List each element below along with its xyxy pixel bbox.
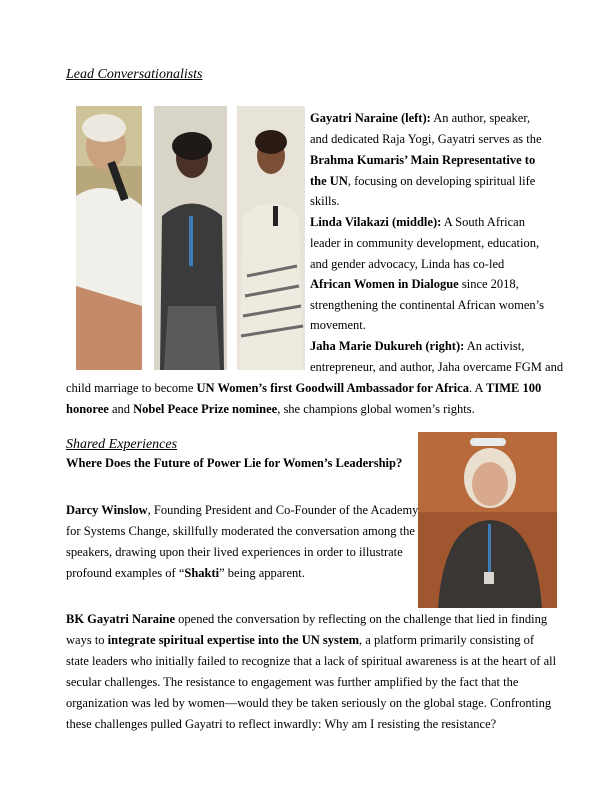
body-line-4: secular challenges. The resistance to engagement was further amplified by the fact that the [66, 675, 519, 689]
moderator-line-4: profound examples of “Shakti” being apparent. [66, 566, 305, 580]
shared-experiences-heading: Shared Experiences [66, 437, 178, 452]
body-line-3: state leaders who initially failed to recognize that a lack of spiritual awareness is at the heart of all [66, 654, 557, 668]
photo-darcy [418, 432, 557, 608]
bio-gayatri-line-5: skills. [310, 194, 340, 208]
lead-conversationalists-heading: Lead Conversationalists [66, 67, 203, 82]
bio-linda-line-1: Linda Vilakazi (middle): A South African [310, 215, 525, 229]
photo-linda [154, 106, 227, 370]
bio-gayatri-line-4: the UN, focusing on developing spiritual life [310, 174, 536, 188]
photo-gayatri [76, 106, 142, 370]
bio-linda-line-5: strengthening the continental African women’s [310, 298, 544, 312]
body-line-1: BK Gayatri Naraine opened the conversation by reflecting on the challenge that lied in finding [66, 612, 548, 626]
bio-gayatri-line-1: Gayatri Naraine (left): An author, speaker, [310, 111, 531, 125]
bio-gayatri-line-3: Brahma Kumaris’ Main Representative to [310, 153, 536, 167]
body-line-6: these challenges pulled Gayatri to reflect inwardly: Why am I resisting the resistance? [66, 717, 497, 731]
bio-jaha-line-2: entrepreneur, and author, Jaha overcame FGM and [310, 360, 564, 374]
bio-linda-line-4: African Women in Dialogue since 2018, [310, 277, 519, 291]
shared-experiences-subheading: Where Does the Future of Power Lie for Women’s Leadership? [66, 456, 403, 470]
body-line-5: organization was led by women—would they be taken seriously on the global stage. Confronting [66, 696, 552, 710]
bio-gayatri-line-2: and dedicated Raja Yogi, Gayatri serves as the [310, 132, 542, 146]
moderator-line-1: Darcy Winslow, Founding President and Co-Founder of the Academy [66, 503, 419, 517]
photo-jaha [237, 106, 305, 370]
moderator-line-2: for Systems Change, skillfully moderated the conversation among the [66, 524, 415, 538]
bio-linda-line-2: leader in community development, education, [310, 236, 540, 250]
bio-linda-line-6: movement. [310, 318, 366, 332]
bio-jaha-line-3: child marriage to become UN Women’s first Goodwill Ambassador for Africa. A TIME 100 [66, 381, 542, 395]
bio-jaha-line-4: honoree and Nobel Peace Prize nominee, she champions global women’s rights. [66, 402, 475, 416]
bio-linda-line-3: and gender advocacy, Linda has co-led [310, 257, 505, 271]
moderator-line-3: speakers, drawing upon their lived experiences in order to illustrate [66, 545, 403, 559]
bio-jaha-line-1: Jaha Marie Dukureh (right): An activist, [310, 339, 525, 353]
body-line-2: ways to integrate spiritual expertise into the UN system, a platform primarily consisting of [66, 633, 534, 647]
